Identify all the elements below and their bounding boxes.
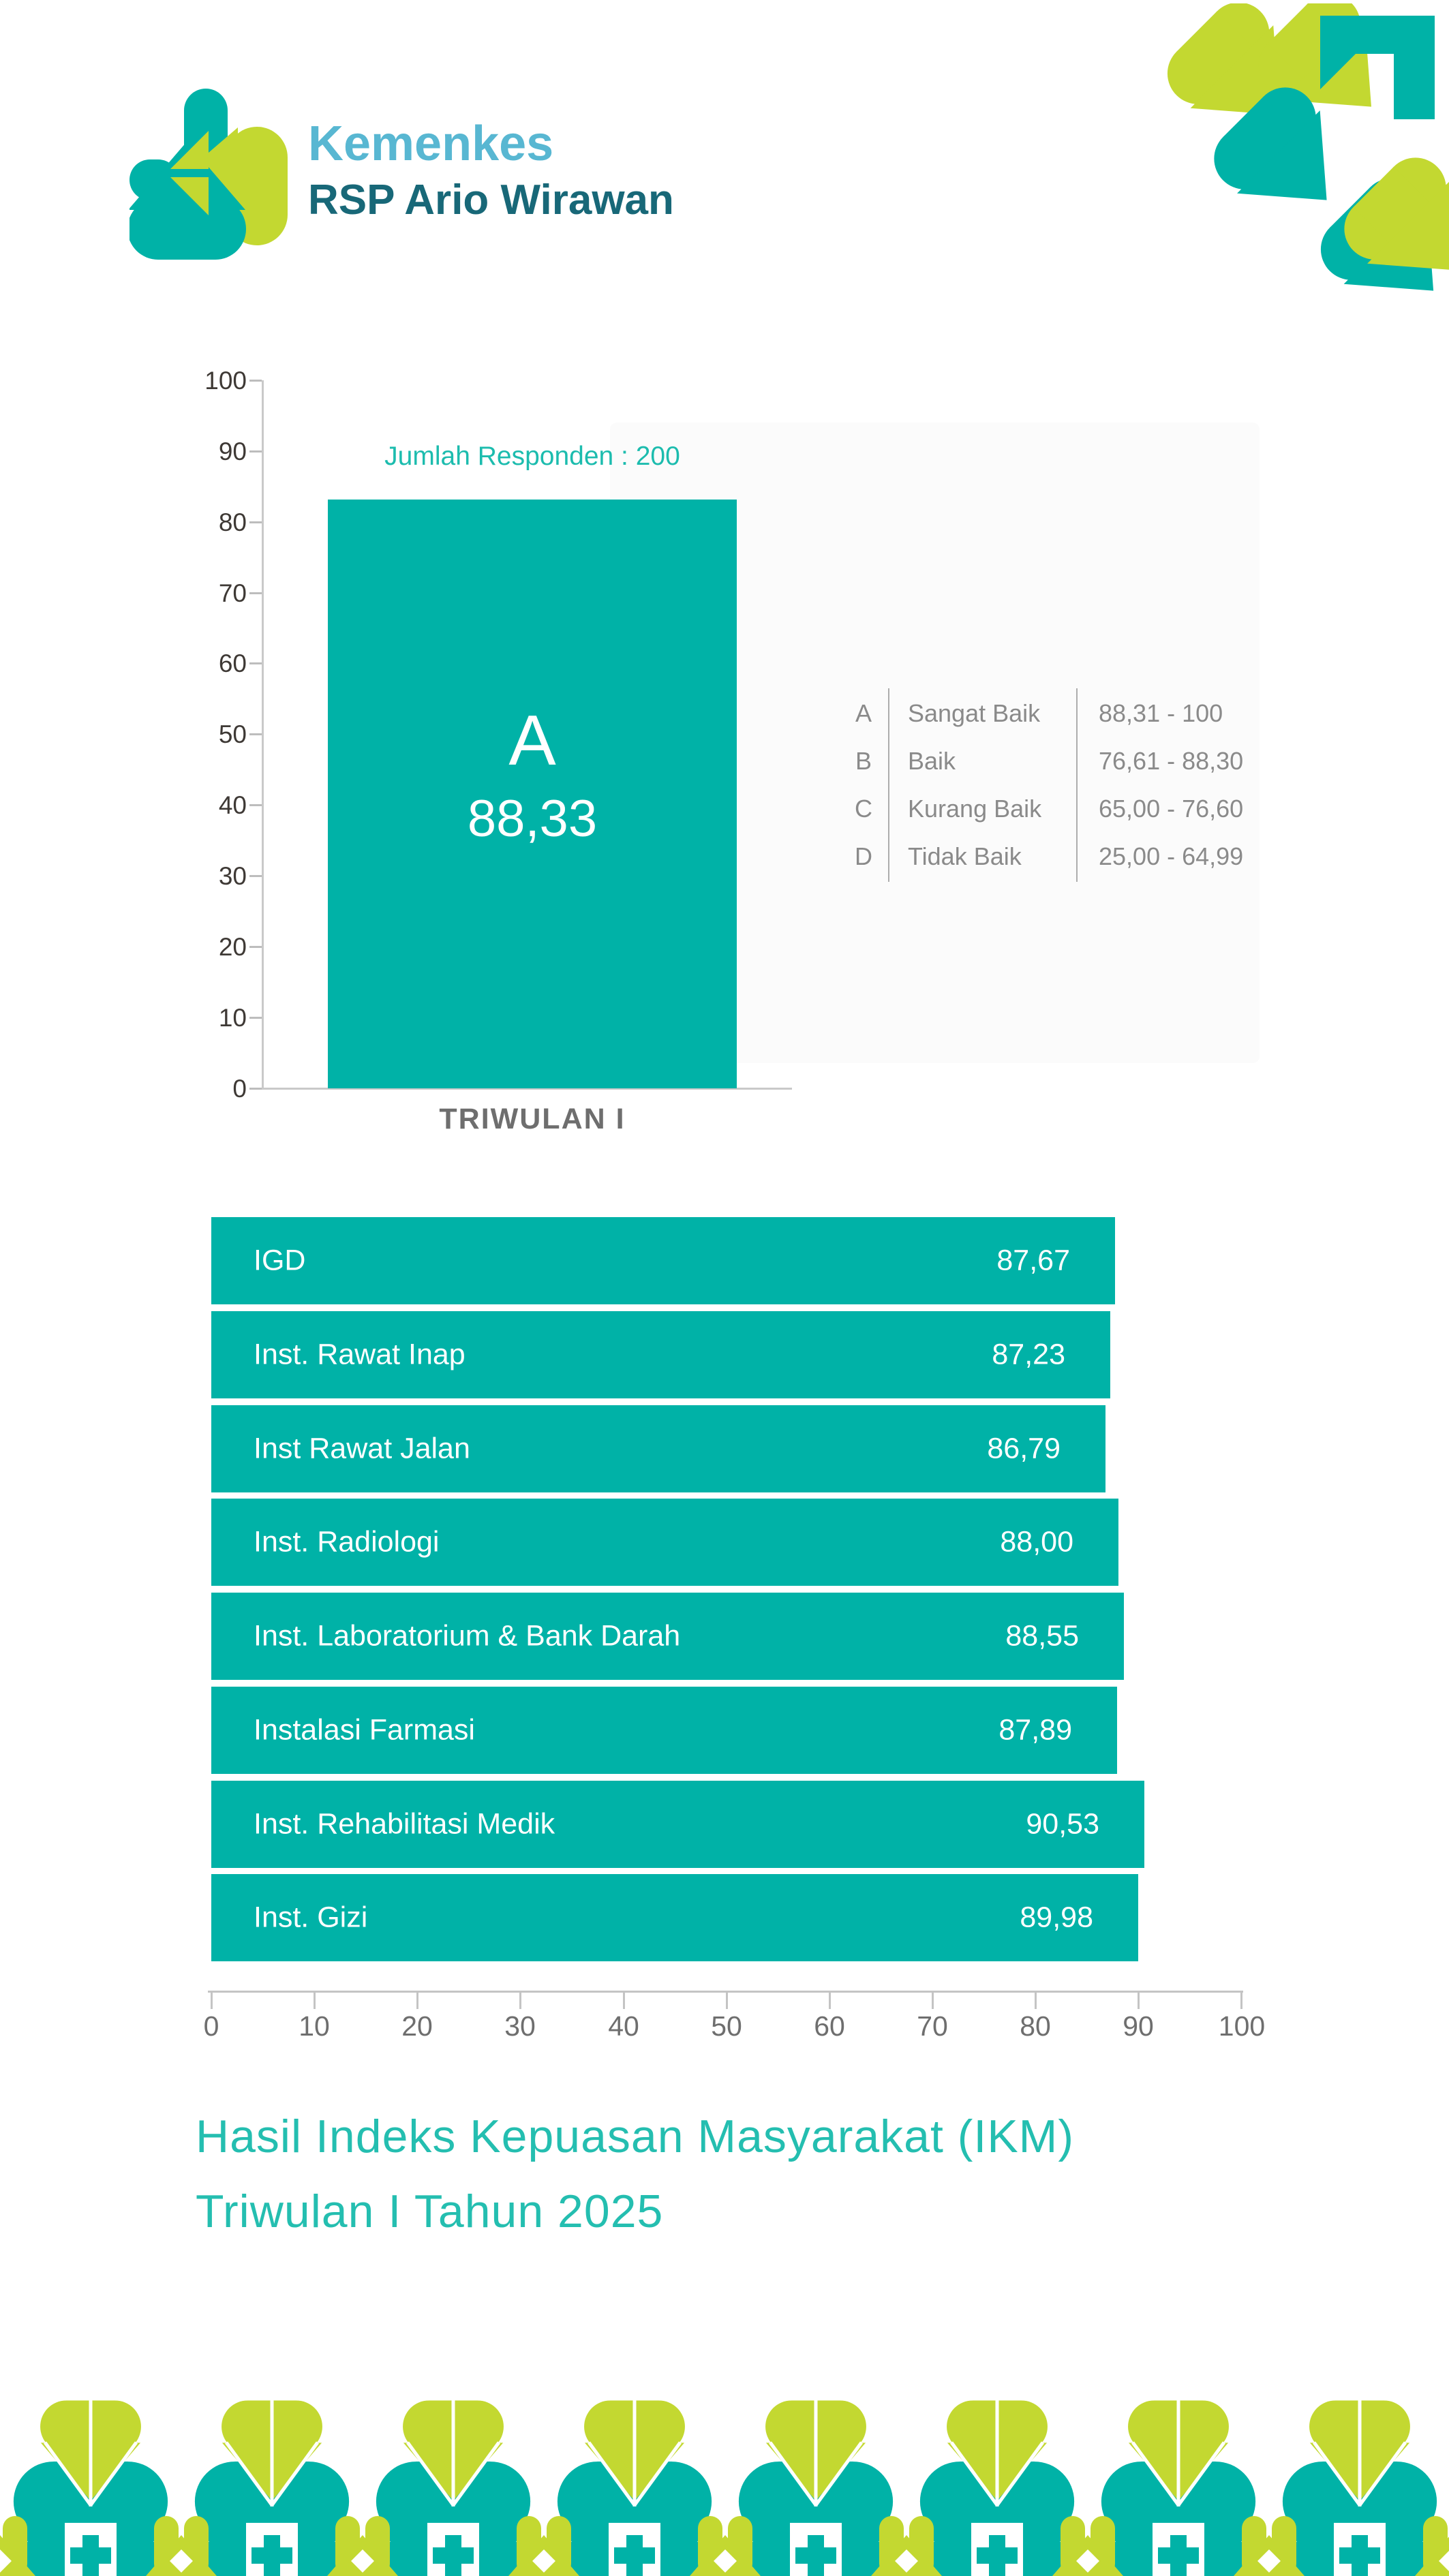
x-tick-label: 50 <box>711 2010 742 2042</box>
rating-legend-table <box>840 690 1255 880</box>
dept-bar <box>211 1874 1138 1961</box>
x-tick-label: 10 <box>299 2010 330 2042</box>
y-tick-mark <box>249 1088 262 1090</box>
y-tick-label: 40 <box>218 791 247 819</box>
x-tick-mark <box>623 1991 625 2009</box>
brand-subtitle: RSP Ario Wirawan <box>308 177 674 224</box>
x-tick-label: 20 <box>401 2010 433 2042</box>
dept-bar-label: Inst. Radiologi <box>254 1525 440 1559</box>
x-tick-mark <box>211 1991 213 2009</box>
dept-bar <box>211 1781 1144 1868</box>
bottom-hearts-border-decoration <box>0 2372 1449 2576</box>
y-tick-label: 50 <box>218 720 247 748</box>
page-title-line2: Triwulan I Tahun 2025 <box>196 2186 664 2237</box>
dept-bar-value: 86,79 <box>987 1432 1061 1465</box>
legend-category: Tidak Baik <box>908 842 1022 870</box>
x-tick-label: 100 <box>1218 2010 1266 2042</box>
legend-category: Baik <box>908 747 956 775</box>
y-tick-label: 80 <box>218 508 247 536</box>
page-title-line1: Hasil Indeks Kepuasan Masyarakat (IKM) <box>196 2111 1074 2162</box>
x-tick-label: 0 <box>203 2010 219 2042</box>
legend-category: Kurang Baik <box>908 795 1042 823</box>
y-tick-label: 100 <box>204 367 247 395</box>
y-tick-mark <box>249 450 262 453</box>
y-tick-mark <box>249 804 262 806</box>
y-tick-label: 20 <box>218 933 247 961</box>
y-tick-mark <box>249 380 262 382</box>
corner-hearts-decoration <box>1148 3 1449 307</box>
x-tick-label: 90 <box>1123 2010 1154 2042</box>
y-tick-mark <box>249 733 262 735</box>
x-tick-mark <box>726 1991 728 2009</box>
x-tick-mark <box>829 1991 831 2009</box>
respondents-annotation: Jumlah Responden : 200 <box>384 442 680 471</box>
dept-bar-value: 90,53 <box>1026 1807 1099 1841</box>
y-tick-mark <box>249 946 262 948</box>
x-tick-label: 30 <box>504 2010 536 2042</box>
legend-grade: C <box>855 795 872 823</box>
dept-bar <box>211 1593 1124 1680</box>
y-tick-mark <box>249 875 262 877</box>
dept-bar-label: Instalasi Farmasi <box>254 1713 475 1747</box>
y-tick-label: 60 <box>218 649 247 677</box>
y-tick-label: 30 <box>218 862 247 890</box>
dept-bar-label: Inst. Rehabilitasi Medik <box>254 1807 555 1841</box>
dept-bar <box>211 1499 1118 1586</box>
dept-bar-value: 89,98 <box>1020 1901 1093 1934</box>
legend-grade: D <box>855 842 872 870</box>
legend-range: 88,31 - 100 <box>1099 699 1223 727</box>
legend-range: 76,61 - 88,30 <box>1099 747 1244 775</box>
x-category-label: TRIWULAN I <box>439 1103 626 1135</box>
score-value-label: 88,33 <box>467 790 598 848</box>
dept-bar-label: IGD <box>254 1244 306 1277</box>
dept-bar-value: 87,89 <box>998 1713 1072 1747</box>
x-tick-mark <box>416 1991 418 2009</box>
y-tick-label: 0 <box>232 1075 247 1103</box>
dept-bar <box>211 1687 1117 1774</box>
score-grade-label: A <box>508 701 556 780</box>
x-tick-mark <box>519 1991 521 2009</box>
dept-bar <box>211 1311 1110 1398</box>
x-tick-mark <box>314 1991 316 2009</box>
x-tick-label: 70 <box>917 2010 948 2042</box>
y-axis-line <box>262 380 264 1090</box>
brand-name: Kemenkes <box>308 117 554 171</box>
x-tick-label: 60 <box>814 2010 845 2042</box>
x-tick-mark <box>1240 1991 1242 2009</box>
dept-bar <box>211 1405 1105 1492</box>
dept-bar <box>211 1217 1115 1304</box>
dept-bar-value: 88,55 <box>1005 1619 1079 1653</box>
y-tick-mark <box>249 1017 262 1019</box>
dept-bar-value: 88,00 <box>1000 1525 1073 1559</box>
dept-bar-label: Inst. Laboratorium & Bank Darah <box>254 1619 681 1653</box>
dept-bar-value: 87,67 <box>996 1244 1070 1277</box>
x-tick-mark <box>932 1991 934 2009</box>
y-tick-mark <box>249 521 262 523</box>
y-tick-label: 10 <box>218 1004 247 1032</box>
dept-bar-label: Inst. Rawat Inap <box>254 1338 466 1371</box>
legend-category: Sangat Baik <box>908 699 1041 727</box>
y-tick-mark <box>249 592 262 594</box>
y-tick-label: 70 <box>218 579 247 607</box>
dept-bar-label: Inst Rawat Jalan <box>254 1432 470 1465</box>
x-tick-label: 40 <box>608 2010 639 2042</box>
kemenkes-flower-logo-icon <box>129 89 300 273</box>
legend-grade: B <box>855 747 872 775</box>
x-tick-label: 80 <box>1020 2010 1051 2042</box>
x-tick-mark <box>1138 1991 1140 2009</box>
x-tick-mark <box>1035 1991 1037 2009</box>
y-tick-label: 90 <box>218 438 247 465</box>
legend-range: 25,00 - 64,99 <box>1099 842 1244 870</box>
dept-bar-value: 87,23 <box>992 1338 1065 1371</box>
legend-range: 65,00 - 76,60 <box>1099 795 1244 823</box>
dept-bar-label: Inst. Gizi <box>254 1901 368 1934</box>
y-tick-mark <box>249 662 262 664</box>
legend-grade: A <box>855 699 872 727</box>
